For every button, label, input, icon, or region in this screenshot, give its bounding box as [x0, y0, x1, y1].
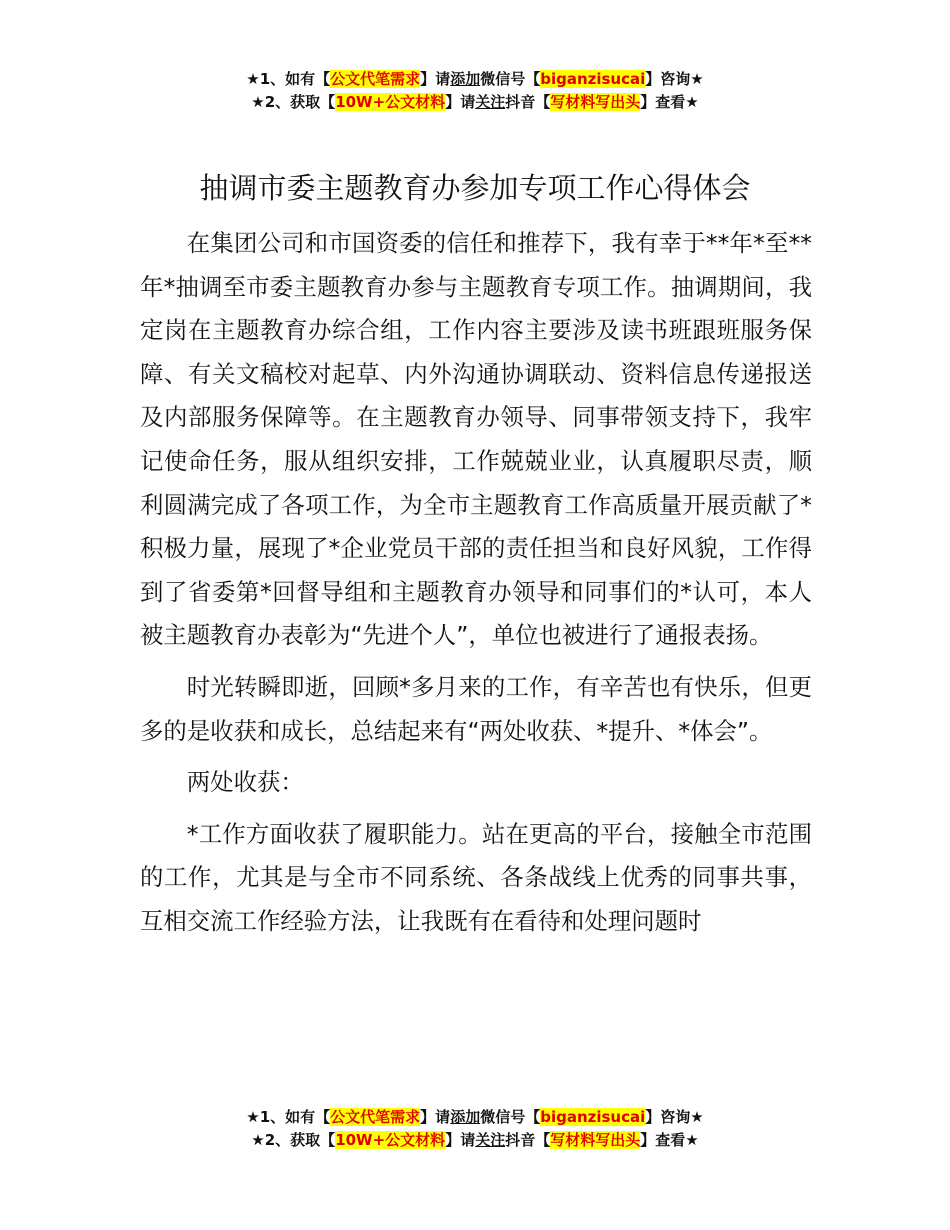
paragraph: *工作方面收获了履职能力。站在更高的平台，接触全市范围的工作，尤其是与全市不同系统、各条战线上优秀的同事共事，互相交流工作经验方法，让我既有在看待和处理问题时 — [140, 819, 812, 935]
banner-text: ★2、获取【 — [251, 1131, 336, 1149]
banner-line-2 — [0, 1129, 950, 1152]
banner-highlight: biganzisucai — [540, 70, 646, 88]
footer-banner — [0, 1106, 950, 1152]
banner-text: 】请 — [420, 70, 451, 88]
banner-text: ★2、获取【 — [251, 93, 336, 111]
banner-underlined-text: 关注 — [475, 93, 506, 111]
banner-underlined-text: 关注 — [475, 1131, 506, 1149]
banner-line-1 — [0, 68, 950, 91]
banner-text: 抖音【 — [505, 93, 551, 111]
banner-underlined-text: 添加 — [450, 1108, 481, 1126]
banner-highlight: 10W+公文材料 — [335, 1131, 446, 1149]
banner-underlined-text: 添加 — [450, 70, 481, 88]
banner-highlight: 10W+公文材料 — [335, 93, 446, 111]
banner-text: 抖音【 — [505, 1131, 551, 1149]
banner-text: 】咨询★ — [645, 1108, 704, 1126]
document-body — [140, 222, 812, 952]
banner-text: ★1、如有【 — [246, 1108, 331, 1126]
banner-text: 】请 — [445, 1131, 476, 1149]
banner-highlight: 公文代笔需求 — [330, 70, 421, 88]
header-banner — [0, 68, 950, 114]
paragraph: 在集团公司和市国资委的信任和推荐下，我有幸于**年*至**年*抽调至市委主题教育办参与主题教育专项工作。抽调期间，我定岗在主题教育办综合组，工作内容主要涉及读书班跟班服务保障、有关文稿校对起草、内外沟通协调联动、资料信息传递报送及内部服务保障等。在主题教育办领导、同事带领支持下，我牢记使命任务，服从组织安排，工作兢兢业业，认真履职尽责，顺利圆满完成了各项工作，为全市主题教育工作高质量开展贡献了*积极力量，展现了*企业党员干部的责任担当和良好风貌，工作得到了省委第*回督导组和主题教育办领导和同事们的*认可，本人被主题教育办表彰为“先进个人”，单位也被进行了通报表扬。 — [140, 229, 812, 650]
banner-text: 】请 — [445, 93, 476, 111]
banner-text: 】查看★ — [640, 1131, 699, 1149]
document-title: 抽调市委主题教育办参加专项工作心得体会 — [199, 171, 751, 205]
banner-text: 】查看★ — [640, 93, 699, 111]
banner-highlight: 写材料写出头 — [550, 93, 641, 111]
paragraph: 两处收获： — [186, 768, 304, 797]
banner-line-1 — [0, 1106, 950, 1129]
banner-text: 微信号【 — [480, 1108, 541, 1126]
banner-highlight: biganzisucai — [540, 1108, 646, 1126]
paragraph: 时光转瞬即逝，回顾*多月来的工作，有辛苦也有快乐，但更多的是收获和成长，总结起来有“两处收获、*提升、*体会”。 — [140, 672, 812, 745]
banner-text: 】请 — [420, 1108, 451, 1126]
banner-highlight: 公文代笔需求 — [330, 1108, 421, 1126]
banner-highlight: 写材料写出头 — [550, 1131, 641, 1149]
banner-text: 微信号【 — [480, 70, 541, 88]
banner-line-2 — [0, 91, 950, 114]
banner-text: ★1、如有【 — [246, 70, 331, 88]
banner-text: 】咨询★ — [645, 70, 704, 88]
